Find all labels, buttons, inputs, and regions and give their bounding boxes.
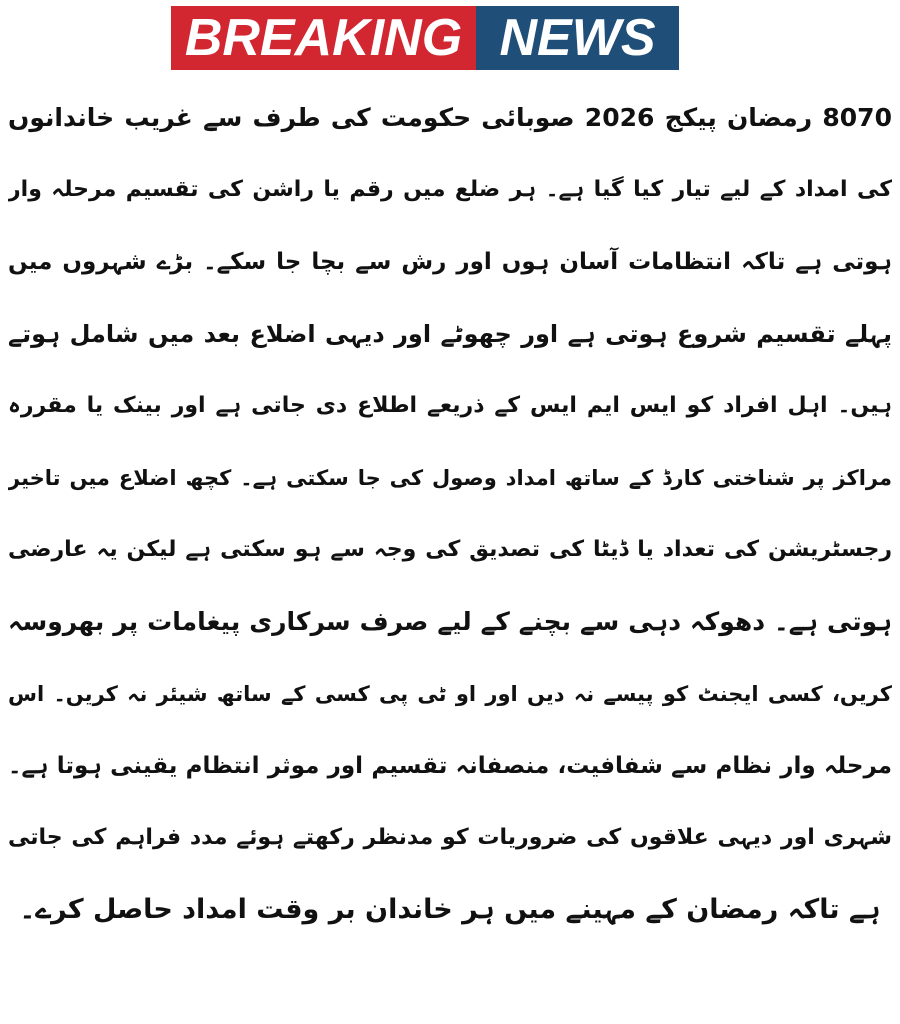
article-line: رجسٹریشن کی تعداد یا ڈیٹا کی تصدیق کی وجہ سے ہو سکتی ہے لیکن یہ عارضی bbox=[8, 537, 892, 562]
article-line: مراکز پر شناختی کارڈ کے ساتھ امداد وصول کی جا سکتی ہے۔ کچھ اضلاع میں تاخیر bbox=[8, 466, 892, 490]
banner-breaking-label: BREAKING bbox=[171, 6, 476, 70]
article-line: ہوتی ہے۔ دھوکہ دہی سے بچنے کے لیے صرف سرکاری پیغامات پر بھروسہ bbox=[8, 607, 892, 636]
article-line: ہیں۔ اہل افراد کو ایس ایم ایس کے ذریعے اطلاع دی جاتی ہے اور بینک یا مقررہ bbox=[8, 393, 892, 418]
article-line: ہوتی ہے تاکہ انتظامات آسان ہوں اور رش سے بچا جا سکے۔ بڑے شہروں میں bbox=[8, 249, 892, 275]
article-line: کی امداد کے لیے تیار کیا گیا ہے۔ ہر ضلع میں رقم یا راشن کی تقسیم مرحلہ وار bbox=[8, 177, 892, 202]
article-line: 8070 رمضان پیکج 2026 صوبائی حکومت کی طرف سے غریب خاندانوں bbox=[8, 103, 892, 132]
banner-news-label: NEWS bbox=[476, 6, 679, 70]
article-line: ہے تاکہ رمضان کے مہینے میں ہر خاندان بر وقت امداد حاصل کرے۔ bbox=[19, 894, 881, 925]
article-line: کریں، کسی ایجنٹ کو پیسے نہ دیں اور او ٹی پی کسی کے ساتھ شیئر نہ کریں۔ اس bbox=[8, 682, 892, 706]
breaking-news-banner bbox=[171, 6, 679, 70]
article-line: مرحلہ وار نظام سے شفافیت، منصفانہ تقسیم اور موثر انتظام یقینی ہوتا ہے۔ bbox=[8, 753, 892, 779]
article-line: شہری اور دیہی علاقوں کی ضروریات کو مدنظر رکھتے ہوئے مدد فراہم کی جاتی bbox=[8, 825, 892, 850]
article-line: پہلے تقسیم شروع ہوتی ہے اور چھوٹے اور دیہی اضلاع بعد میں شامل ہوتے bbox=[8, 320, 892, 348]
